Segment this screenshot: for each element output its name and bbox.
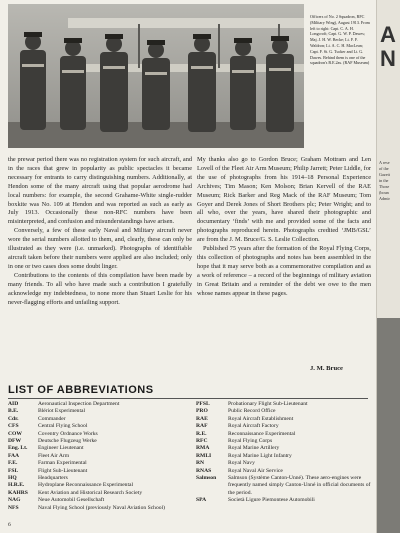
abbreviation-code: B.E.	[8, 408, 19, 415]
abbreviation-entry	[8, 408, 196, 415]
abbreviation-definition: Central Flying School	[38, 423, 88, 430]
abbreviation-entry	[196, 416, 371, 423]
abbreviation-entry	[196, 408, 371, 415]
abbreviation-code: Eng. Lt.	[8, 445, 28, 452]
abbreviation-code: SPA	[196, 497, 207, 504]
abbreviation-entry	[8, 453, 196, 460]
body-paragraph: the prewar period there was no registration system for such aircraft, and in the races that grew in popularity as public spectacles it became necessary for entrants to carry distinguishing numbers. Additionally, at Hendon some of the many aircraft using that popular aerodrome had local numbers: for example, the second Grahame-White single-rudder boxkite was No. 109 at Hendon and was reported as such as early as July 1913. Occasionally these non-RFC numbers have been misinterpreted, and confusion and misunderstandings have arisen.	[8, 156, 192, 226]
abbreviation-definition: Aeronautical Inspection Department	[38, 401, 120, 407]
abbreviation-definition: Royal Navy	[228, 460, 255, 467]
abbreviation-definition: Kent Aviation and Historical Research Society	[38, 489, 143, 496]
abbreviation-code: RAE	[196, 415, 208, 422]
abbreviation-definition: Neue Automobil Gesellschaft	[38, 497, 105, 504]
facing-page-heading-a: A	[380, 22, 396, 47]
heading-rule	[8, 398, 368, 399]
page-number: 6	[8, 522, 11, 528]
facing-page-line: in the	[379, 178, 389, 183]
abbreviation-entry	[8, 497, 196, 504]
facing-page-line: of the	[379, 166, 389, 171]
abbreviation-entry	[8, 505, 196, 512]
abbreviation-code: CFS	[8, 423, 19, 430]
body-column-left	[8, 156, 192, 307]
abbreviation-definition: Royal Aircraft Establishment	[228, 415, 294, 422]
abbreviation-code: RMLI	[196, 452, 212, 459]
facing-page-photo	[377, 318, 400, 533]
facing-page-line: Gazett	[379, 172, 390, 177]
body-column-right	[197, 156, 371, 299]
abbreviation-entry	[8, 431, 196, 438]
abbreviation-code: RAF	[196, 423, 208, 430]
abbreviation-definition: Naval Flying School (previously Naval Aviation School)	[38, 504, 165, 511]
body-paragraph: My thanks also go to Gordon Bruce; Graham Mottram and Len Lovell of the Fleet Air Arm Museum; Philip Jarrett; Peter Liddle, for the use of photographs from his 1914–18 Personal Experience Archives; Tim Mason; Ken Molson; Brian Kervell of the RAE Museum; Rick Barker and Reg Mack of the RAF Museum; Tom Goyer and Derek Jones of Short Brothers plc; Peter Wright; and to all who, over the years, have shared their photographic and documentary ‘finds’ with me and provided some of the facts and photographs reproduced herein. Photographs credited ‘JMB/GSL’ are from the J. M. Bruce/G. S. Leslie Collection.	[197, 156, 371, 244]
facing-page-line: Those	[379, 184, 390, 189]
abbreviation-definition: Royal Naval Air Service	[228, 467, 283, 474]
abbreviation-entry	[8, 423, 196, 430]
abbreviation-code: PRO	[196, 408, 208, 415]
facing-page-line: (boun	[379, 190, 389, 195]
abbreviation-code: FSL	[8, 467, 19, 474]
abbreviation-code: AID	[8, 401, 19, 407]
facing-page-line: Admir	[379, 196, 390, 201]
abbreviation-definition: Reconnaissance Experimental	[228, 430, 296, 437]
abbreviation-code: NAG	[8, 497, 21, 504]
abbreviation-code: Cdr.	[8, 415, 19, 422]
abbreviation-entry	[196, 423, 371, 430]
abbreviation-code: HQ	[8, 475, 17, 482]
abbreviation-code: KAHRS	[8, 489, 28, 496]
abbreviation-definition: Royal Aircraft Factory	[228, 423, 279, 430]
abbreviation-code: FAA	[8, 452, 20, 459]
abbreviation-definition: Fleet Air Arm	[38, 452, 70, 459]
abbreviation-code: PFSL	[196, 401, 210, 407]
abbreviation-entry	[196, 431, 371, 438]
abbreviation-entry	[196, 438, 371, 445]
abbreviation-definition: Royal Marine Light Infantry	[228, 452, 292, 459]
abbreviation-code: Salmson	[196, 475, 217, 482]
abbreviation-entry	[8, 475, 196, 482]
abbreviation-code: RMA	[196, 445, 210, 452]
abbreviation-definition: Engineer Lieutenant	[38, 445, 84, 452]
body-paragraph: Conversely, a few of these early Naval and Military aircraft never wore the serial numbers allotted to them, and, clearly, these can only be illustrated as they were (i.e. unmarked). Photographs of identifiable aircraft taken before their numbers were applied are also included; only in one or two cases does some doubt linger.	[8, 227, 192, 270]
abbreviations-heading: LIST OF ABBREVIATIONS	[8, 384, 154, 396]
body-paragraph: Published 75 years after the formation of the Royal Flying Corps, this collection of photographs and notes has been assembled in the hope that it may serve both as a commemorative compilation and as a work of reference – a record of the beginnings of military aviation in Great Britain and a reminder of the debt we owe to the men whose names appear in these pages.	[197, 245, 371, 297]
abbreviation-entry	[8, 460, 196, 467]
photo-caption: Officers of No. 2 Squadron, RFC (Military Wing), August 1913. From left to right: Capt. C. A. H. Longcroft; Capt. G. W. P. Dawes; Maj. J. H. W. Becke; Lt. F. F. Waldron; Lt. A. C. H. MacLean; Capt. F. St. G. Tucker and Lt. G. Dawes. Behind them is one of the squadron's B.E.2as. (RAF Museum)	[310, 14, 370, 66]
abbreviation-entry	[8, 482, 196, 489]
author-signature: J. M. Bruce	[310, 365, 343, 372]
abbreviation-definition: Deutsche Flugzeug Werke	[38, 438, 97, 445]
abbreviation-entry	[196, 460, 371, 467]
abbreviation-code: RNAS	[196, 467, 212, 474]
abbreviation-code: DFW	[8, 438, 22, 445]
abbreviation-definition: Coventry Ordnance Works	[38, 430, 98, 437]
abbreviation-code: F.E.	[8, 460, 18, 467]
facing-page-line: A rese	[379, 160, 390, 165]
abbreviation-definition: Società Ligure Piemontese Automobili	[228, 497, 315, 504]
abbreviation-definition: Flight Sub-Lieutenant	[38, 467, 88, 474]
abbreviation-code: COW	[8, 430, 22, 437]
abbreviation-code: RFC	[196, 438, 208, 445]
abbreviation-entry	[8, 445, 196, 452]
abbreviation-entry	[196, 497, 371, 504]
abbreviation-definition: Public Record Office	[228, 408, 276, 415]
abbreviation-definition: Blériot Experimental	[38, 408, 86, 415]
abbreviation-definition: Royal Marine Artillery	[228, 445, 280, 452]
abbreviation-entry	[8, 416, 196, 423]
abbreviation-entry	[8, 401, 196, 408]
abbreviation-entry	[196, 445, 371, 452]
facing-page-heading-n: N	[380, 46, 396, 71]
abbreviation-definition: Headquarters	[38, 475, 68, 482]
abbreviation-entry	[196, 468, 371, 475]
abbreviation-entry	[196, 401, 371, 408]
abbreviation-code: RN	[196, 460, 205, 467]
facing-page-edge	[376, 0, 400, 533]
abbreviation-entry	[8, 468, 196, 475]
abbreviation-code: R.E.	[196, 430, 207, 437]
abbreviation-code: NFS	[8, 504, 19, 511]
body-paragraph: Contributions to the contents of this compilation have been made by many friends. To all who have made such a contribution I gratefully acknowledge my indebtedness, to none more than Stuart Leslie for his never-flagging efforts and unfailing support.	[8, 271, 192, 306]
abbreviation-definition: Farman Experimental	[38, 460, 87, 467]
abbreviations-column-right	[196, 401, 371, 505]
abbreviation-definition: Hydroplane Reconnaissance Experimental	[38, 482, 134, 489]
officers-photograph	[8, 4, 304, 148]
abbreviation-definition: Royal Flying Corps	[228, 438, 273, 445]
abbreviation-definition: Salmson (Système Canton-Unné). These aero-engines were frequently named simply Canton-Unné in official documents of the period.	[228, 475, 371, 496]
abbreviation-entry	[196, 453, 371, 460]
abbreviation-code: H.R.E.	[8, 482, 25, 489]
abbreviation-definition: Probationary Flight Sub-Lieutenant	[228, 401, 308, 407]
abbreviations-column-left	[8, 401, 196, 512]
abbreviation-entry	[8, 438, 196, 445]
abbreviation-entry	[196, 475, 371, 497]
abbreviation-definition: Commander	[38, 415, 66, 422]
